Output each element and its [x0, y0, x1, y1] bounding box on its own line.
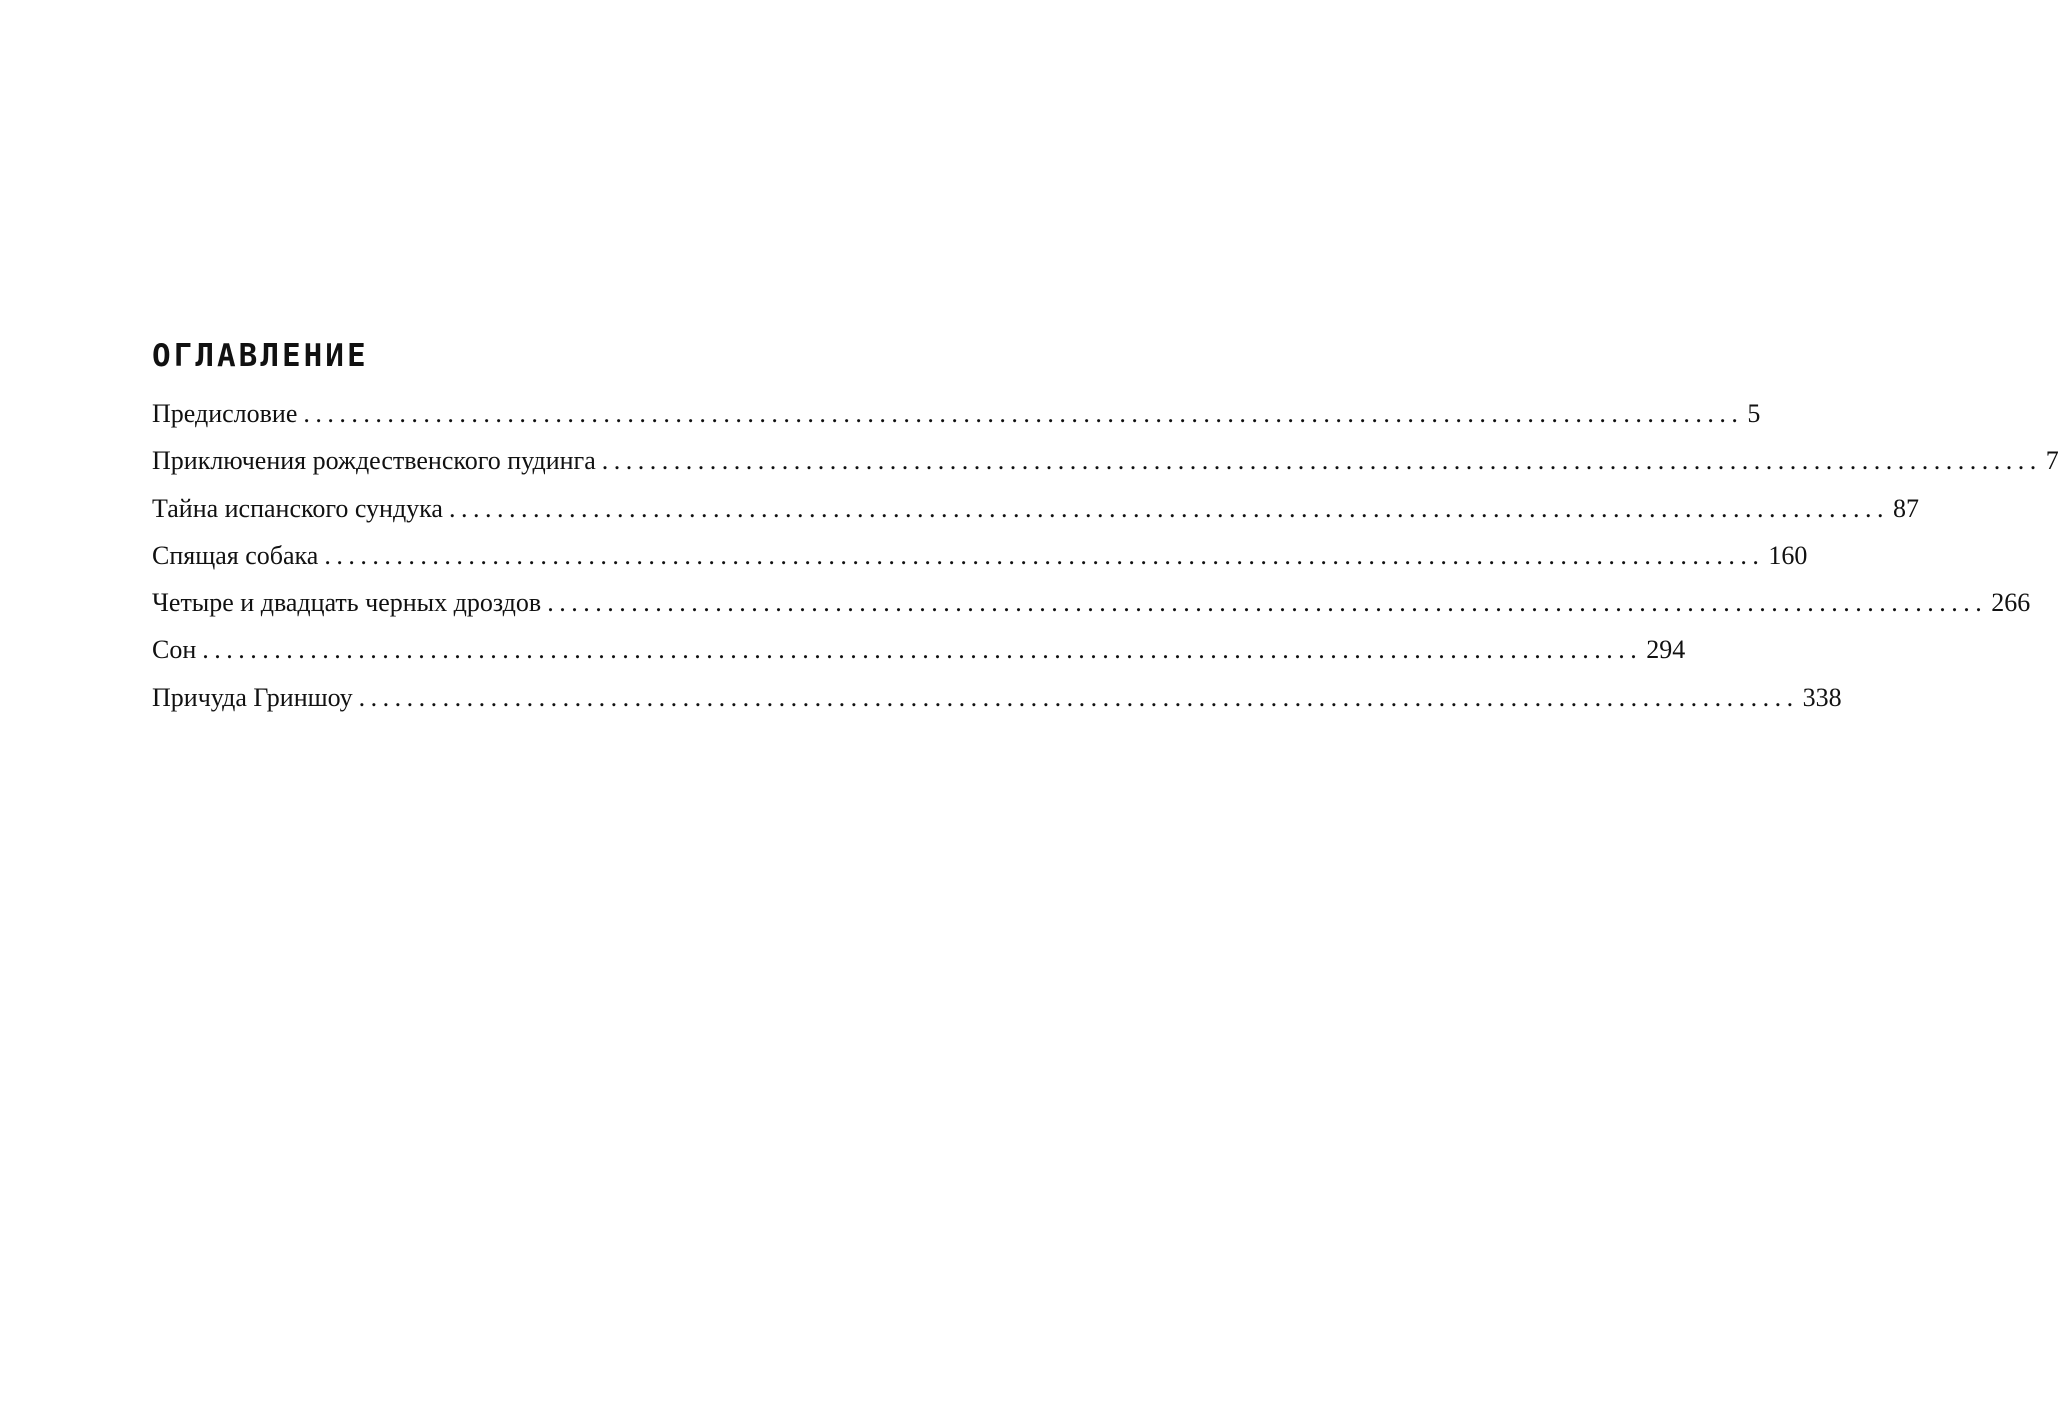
toc-entry-title: Приключения рождественского пудинга	[152, 446, 596, 476]
toc-entry	[152, 583, 2031, 630]
toc-entry-title: Четыре и двадцать черных дроздов	[152, 588, 542, 618]
toc-heading: ОГЛАВЛЕНИЕ	[152, 338, 369, 374]
toc-entry	[152, 441, 2059, 488]
dot-leader: ........................................................................................................................	[303, 399, 1744, 428]
toc-entry-title: Предисловие	[152, 399, 298, 428]
toc-page-number: 5	[1747, 399, 1761, 428]
toc-entry-title: Спящая собака	[152, 540, 319, 570]
toc-page-number: 338	[1802, 682, 1842, 712]
toc-page-number: 294	[1646, 635, 1686, 665]
toc-page-number: 266	[1991, 588, 2031, 618]
toc-entry	[152, 630, 1686, 677]
dot-leader: ........................................................................................................................	[324, 540, 1765, 570]
toc-entry	[152, 678, 1842, 725]
toc-entry-title: Сон	[152, 635, 197, 665]
toc-entry-title: Тайна испанского сундука	[152, 493, 443, 523]
toc-entry	[152, 489, 1919, 536]
dot-leader: ........................................................................................................................	[547, 588, 1988, 618]
dot-leader: ........................................................................................................................	[601, 446, 2042, 476]
toc-entry	[152, 394, 1761, 441]
toc-entry-title: Причуда Гриншоу	[152, 682, 353, 712]
toc-list	[152, 394, 2059, 725]
dot-leader: ........................................................................................................................	[448, 493, 1889, 523]
dot-leader: ........................................................................................................................	[202, 635, 1643, 665]
toc-entry	[152, 536, 1808, 583]
dot-leader: ........................................................................................................................	[358, 682, 1799, 712]
toc-page-number: 160	[1768, 540, 1808, 570]
toc-page-number: 7	[2045, 446, 2059, 476]
toc-page-number: 87	[1892, 493, 1919, 523]
